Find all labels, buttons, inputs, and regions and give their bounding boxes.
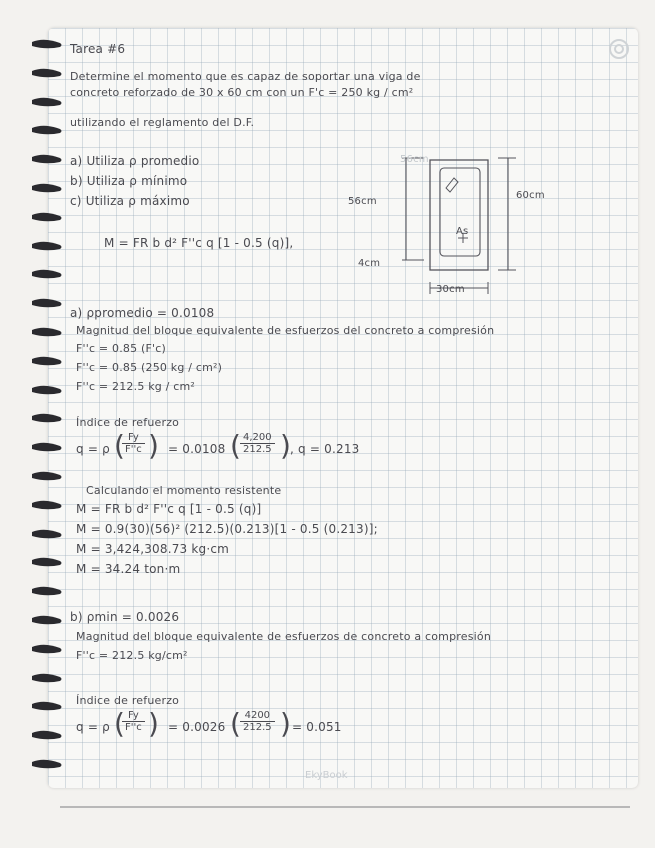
brand-footer: EkyBook xyxy=(305,770,348,781)
part-b-f1: F''c = 212.5 kg/cm² xyxy=(76,649,188,662)
spiral-ring xyxy=(30,441,64,453)
part-b-rho: b) ρmin = 0.0026 xyxy=(70,610,180,624)
part-a-indice: Índice de refuerzo xyxy=(76,416,180,429)
spiral-ring xyxy=(30,672,64,684)
option-a: a) Utiliza ρ promedio xyxy=(70,154,200,168)
part-b-q-num2: 4200 xyxy=(240,710,275,722)
spiral-ring xyxy=(30,700,64,712)
spiral-ring xyxy=(30,758,64,770)
part-a-paren-close-2: ) xyxy=(280,429,291,462)
part-b-q-num: Fy xyxy=(122,710,145,722)
part-a-paren-open-2: ( xyxy=(230,429,241,462)
part-b-paren-open-2: ( xyxy=(230,707,241,740)
spiral-ring xyxy=(30,211,64,223)
label-4cm: 4cm xyxy=(358,258,381,269)
intro-line-2: concreto reforzado de 30 x 60 cm con un F'c = 250 kg / cm² xyxy=(70,86,414,99)
spiral-ring xyxy=(30,499,64,511)
part-a-m4: M = 34.24 ton·m xyxy=(76,562,181,576)
spiral-ring xyxy=(30,240,64,252)
part-a-q-mid: = 0.0108 xyxy=(168,442,226,456)
label-60cm: 60cm xyxy=(516,190,545,201)
spiral-ring xyxy=(30,556,64,568)
part-b-q-result: = 0.051 xyxy=(292,720,342,734)
spiral-ring xyxy=(30,67,64,79)
part-a-f2: F''c = 0.85 (250 kg / cm²) xyxy=(76,361,223,374)
part-b-indice: Índice de refuerzo xyxy=(76,694,180,707)
main-formula: M = FR b d² F''c q [1 - 0.5 (q)], xyxy=(104,236,294,250)
part-a-paren-open: ( xyxy=(114,429,125,462)
spiral-ring xyxy=(30,412,64,424)
spiral-ring xyxy=(30,470,64,482)
part-a-fraction-1 xyxy=(122,432,145,455)
part-a-fraction-2 xyxy=(240,432,275,455)
spiral-ring xyxy=(30,297,64,309)
label-as: As xyxy=(456,226,469,237)
label-faint-top: 56cm xyxy=(400,154,429,165)
option-b: b) Utiliza ρ mínimo xyxy=(70,174,188,188)
part-b-q-mid: = 0.0026 xyxy=(168,720,226,734)
spiral-ring xyxy=(30,38,64,50)
spiral-ring xyxy=(30,384,64,396)
part-a-q-den2: 212.5 xyxy=(243,444,272,455)
spiral-ring xyxy=(30,326,64,338)
spiral-ring xyxy=(30,355,64,367)
part-a-q-num2: 4,200 xyxy=(240,432,275,444)
part-a-magnitud: Magnitud del bloque equivalente de esfuerzos del concreto a compresión xyxy=(76,324,495,337)
part-b-fraction-1 xyxy=(122,710,145,733)
spiral-ring xyxy=(30,585,64,597)
option-c: c) Utiliza ρ máximo xyxy=(70,194,190,208)
part-a-rho: a) ρpromedio = 0.0108 xyxy=(70,306,215,320)
part-a-m3: M = 3,424,308.73 kg·cm xyxy=(76,542,230,556)
notebook-page xyxy=(48,28,638,788)
part-a-calc: Calculando el momento resistente xyxy=(86,484,282,497)
intro-line-3: utilizando el reglamento del D.F. xyxy=(70,116,255,129)
spiral-ring xyxy=(30,96,64,108)
part-a-q-num: Fy xyxy=(122,432,145,444)
corner-logo-icon xyxy=(608,38,630,60)
part-b-q-den: F''c xyxy=(125,722,142,733)
part-a-m1: M = FR b d² F''c q [1 - 0.5 (q)] xyxy=(76,502,262,516)
spiral-ring xyxy=(30,268,64,280)
part-b-paren-close: ) xyxy=(148,707,159,740)
part-a-f1: F''c = 0.85 (F'c) xyxy=(76,342,167,355)
part-b-paren-close-2: ) xyxy=(280,707,291,740)
spiral-ring xyxy=(30,528,64,540)
beam-section-diagram xyxy=(388,148,588,318)
spiral-ring xyxy=(30,729,64,741)
label-56cm: 56cm xyxy=(348,196,377,207)
part-b-q-lhs: q = ρ xyxy=(76,720,110,734)
part-a-paren-close: ) xyxy=(148,429,159,462)
spiral-ring xyxy=(30,153,64,165)
spiral-ring xyxy=(30,643,64,655)
part-a-m2: M = 0.9(30)(56)² (212.5)(0.213)[1 - 0.5 (0.213)]; xyxy=(76,522,378,536)
part-b-magnitud: Magnitud del bloque equivalente de esfuerzos de concreto a compresión xyxy=(76,630,491,643)
part-b-paren-open: ( xyxy=(114,707,125,740)
intro-line-1: Determine el momento que es capaz de soportar una viga de xyxy=(70,70,421,83)
part-a-q-lhs: q = ρ xyxy=(76,442,110,456)
part-a-q-den: F''c xyxy=(125,444,142,455)
spiral-ring xyxy=(30,182,64,194)
spiral-ring xyxy=(30,124,64,136)
part-b-fraction-2 xyxy=(240,710,275,733)
spiral-ring xyxy=(30,614,64,626)
part-b-q-den2: 212.5 xyxy=(243,722,272,733)
part-a-q-result: , q = 0.213 xyxy=(290,442,360,456)
label-30cm: 30cm xyxy=(436,284,465,295)
part-a-f3: F''c = 212.5 kg / cm² xyxy=(76,380,196,393)
page-bottom-shadow xyxy=(60,806,630,808)
page-title: Tarea #6 xyxy=(70,42,126,56)
